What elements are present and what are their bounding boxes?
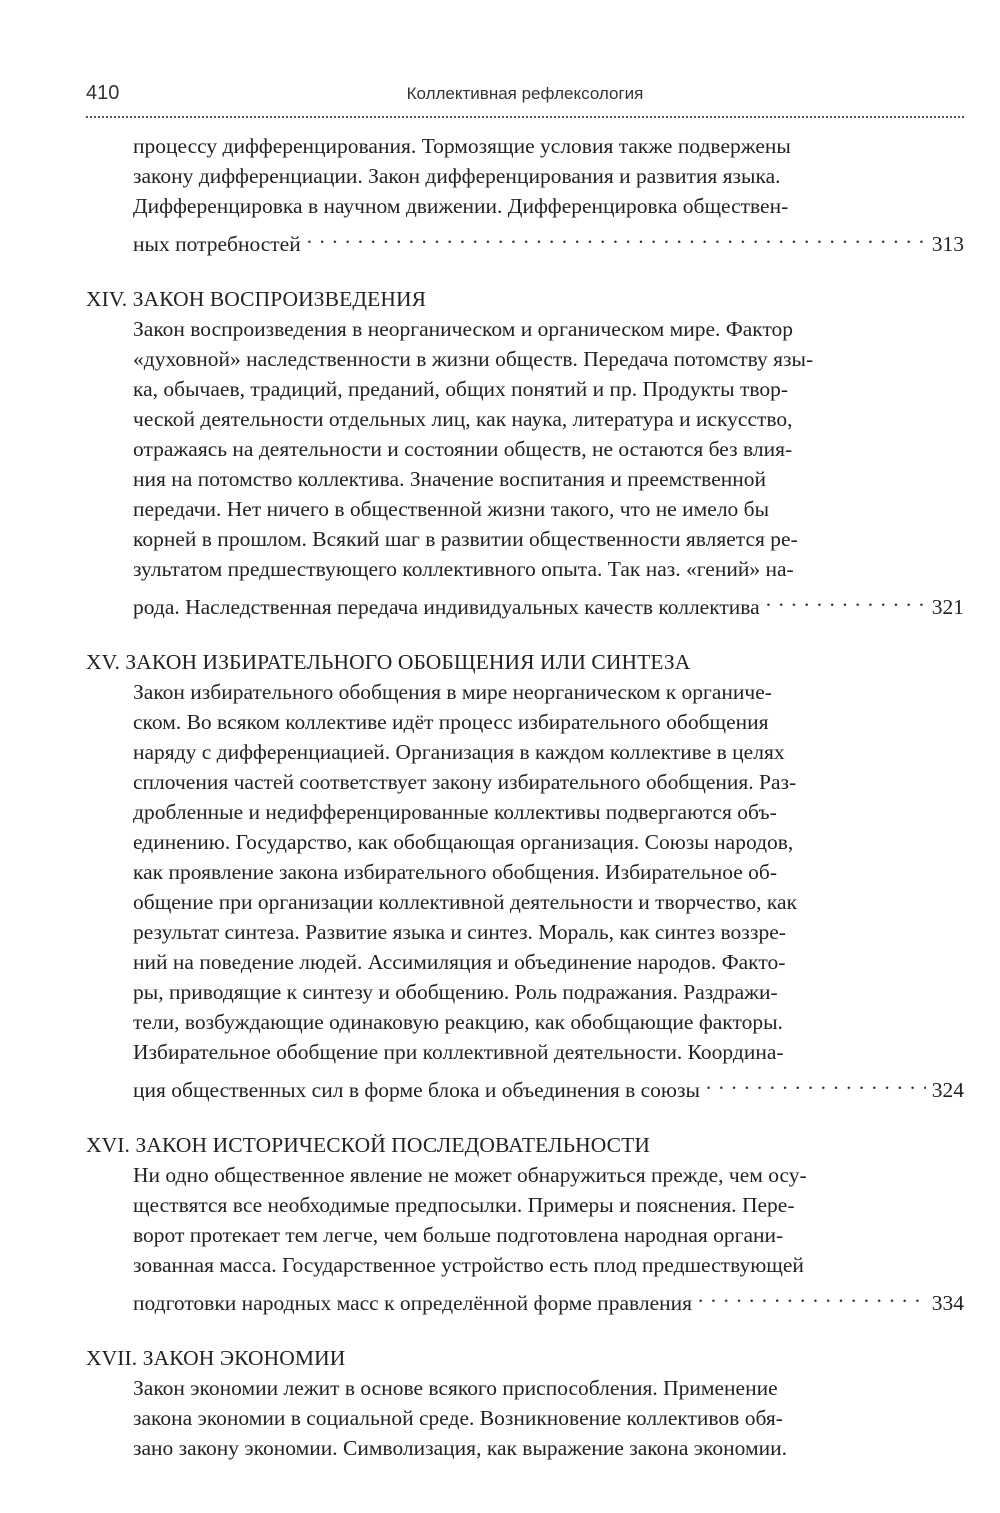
chapter-heading: XVII. ЗАКОН ЭКОНОМИИ — [86, 1346, 346, 1370]
summary-line: сплочения частей соответствует закону избирательного обобщения. Раз- — [133, 770, 797, 794]
toc-entry — [86, 1130, 964, 1315]
chapter-summary — [133, 314, 964, 619]
summary-line: ция общественных сил в форме блока и объединения в союзы — [133, 1078, 700, 1102]
toc-entry — [86, 647, 964, 1102]
summary-line: Избирательное обобщение при коллективной деятельности. Координа- — [133, 1040, 784, 1064]
summary-line: «духовной» наследственности в жизни обществ. Передача потомству язы- — [133, 347, 814, 371]
header-dotted-rule — [86, 116, 964, 118]
summary-line: зованная масса. Государственное устройство есть плод предшествующей — [133, 1253, 804, 1277]
chapter-heading: XIV. ЗАКОН ВОСПРОИЗВЕДЕНИЯ — [86, 287, 427, 311]
toc-entry — [86, 131, 964, 256]
summary-line: ском. Во всяком коллективе идёт процесс избирательного обобщения — [133, 710, 769, 734]
chapter-summary — [133, 1160, 964, 1315]
summary-line: ворот протекает тем легче, чем больше подготовлена народная органи- — [133, 1223, 784, 1247]
summary-line: ка, обычаев, традиций, преданий, общих понятий и пр. Продукты твор- — [133, 377, 789, 401]
running-header — [86, 82, 964, 116]
summary-last-line — [133, 584, 964, 619]
table-of-contents — [86, 131, 964, 1463]
summary-line: передачи. Нет ничего в общественной жизни такого, что не имело бы — [133, 497, 770, 521]
summary-line: ний на поведение людей. Ассимиляция и объединение народов. Факто- — [133, 950, 786, 974]
summary-line: Ни одно общественное явление не может обнаружиться прежде, чем осу- — [133, 1163, 807, 1187]
summary-line: ческой деятельности отдельных лиц, как наука, литература и искусство, — [133, 407, 793, 431]
summary-line: процессу дифференцирования. Тормозящие условия также подвержены — [133, 134, 791, 158]
summary-line: результат синтеза. Развитие языка и синтез. Мораль, как синтез воззре- — [133, 920, 786, 944]
toc-entry — [86, 1343, 964, 1463]
summary-line: ных потребностей — [133, 232, 301, 256]
summary-line: ществятся все необходимые предпосылки. Примеры и пояснения. Пере- — [133, 1193, 795, 1217]
page-number: 410 — [86, 82, 120, 104]
chapter-summary — [133, 677, 964, 1102]
dot-leader — [698, 1280, 926, 1310]
chapter-summary — [133, 1373, 964, 1463]
toc-entry — [86, 284, 964, 619]
summary-line: Закон избирательного обобщения в мире неорганическом к органиче- — [133, 680, 772, 704]
summary-line: зано закону экономии. Символизация, как выражение закона экономии. — [133, 1436, 787, 1460]
dot-leader — [706, 1067, 926, 1097]
summary-line: ры, приводящие к синтезу и обобщению. Роль подражания. Раздражи- — [133, 980, 778, 1004]
summary-line: ния на потомство коллектива. Значение воспитания и преемственной — [133, 467, 767, 491]
summary-line: Закон экономии лежит в основе всякого приспособления. Применение — [133, 1376, 778, 1400]
summary-line: корней в прошлом. Всякий шаг в развитии общественности является ре- — [133, 527, 798, 551]
summary-line: как проявление закона избирательного обобщения. Избирательное об- — [133, 860, 778, 884]
page-reference: 321 — [931, 595, 964, 619]
summary-line: наряду с дифференциацией. Организация в каждом коллективе в целях — [133, 740, 785, 764]
summary-line: подготовки народных масс к определённой форме правления — [133, 1291, 693, 1315]
summary-last-line — [133, 221, 964, 256]
summary-line: закону дифференциации. Закон дифференцирования и развития языка. — [133, 164, 781, 188]
summary-line: рода. Наследственная передача индивидуальных качеств коллектива — [133, 595, 760, 619]
dot-leader — [766, 584, 926, 614]
chapter-heading: XV. ЗАКОН ИЗБИРАТЕЛЬНОГО ОБОБЩЕНИЯ ИЛИ СИНТЕЗА — [86, 650, 691, 674]
summary-line: зультатом предшествующего коллективного опыта. Так наз. «гений» на- — [133, 557, 794, 581]
summary-line: отражаясь на деятельности и состоянии обществ, не остаются без влия- — [133, 437, 793, 461]
page-reference: 313 — [931, 232, 964, 256]
summary-last-line — [133, 1280, 964, 1315]
summary-line: тели, возбуждающие одинаковую реакцию, как обобщающие факторы. — [133, 1010, 783, 1034]
chapter-summary — [133, 131, 964, 256]
summary-line: закона экономии в социальной среде. Возникновение коллективов обя- — [133, 1406, 783, 1430]
chapter-heading: XVI. ЗАКОН ИСТОРИЧЕСКОЙ ПОСЛЕДОВАТЕЛЬНОСТИ — [86, 1133, 650, 1157]
summary-line: Закон воспроизведения в неорганическом и органическом мире. Фактор — [133, 317, 794, 341]
summary-last-line — [133, 1067, 964, 1102]
summary-line: дробленные и недифференцированные коллективы подвергаются объ- — [133, 800, 777, 824]
summary-line: общение при организации коллективной деятельности и творчество, как — [133, 890, 797, 914]
summary-line: единению. Государство, как обобщающая организация. Союзы народов, — [133, 830, 794, 854]
page-reference: 334 — [931, 1291, 964, 1315]
dot-leader — [307, 221, 926, 251]
running-title: Коллективная рефлексология — [406, 84, 644, 103]
page-reference: 324 — [931, 1078, 964, 1102]
summary-line: Дифференцировка в научном движении. Дифференцировка обществен- — [133, 194, 789, 218]
